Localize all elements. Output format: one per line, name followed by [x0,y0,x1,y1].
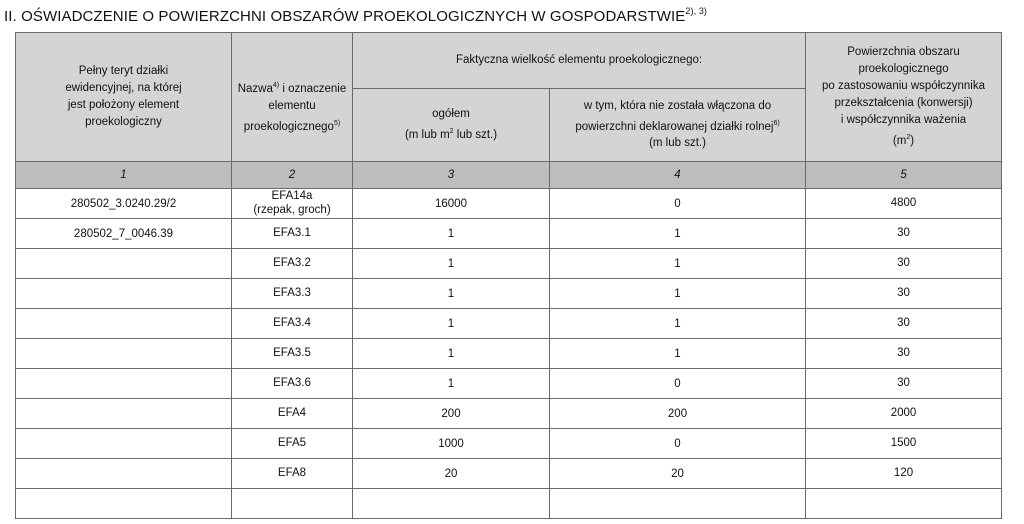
cell-excluded-value: 200 [667,407,688,420]
cell-total[interactable] [353,249,550,279]
header-teryt-line: jest położony element [67,99,180,111]
header-area-line: proekologicznego [858,63,949,76]
section-title-text: II. OŚWIADCZENIE O POWIERZCHNI OBSZARÓW PROEKOLOGICZNYCH W GOSPODARSTWIE [4,8,686,25]
header-teryt-line: proekologiczny [85,116,162,128]
table-row [16,219,1002,249]
table-row [16,309,1002,339]
cell-efa-name[interactable] [232,459,353,489]
cell-excluded[interactable] [550,339,806,369]
cell-teryt[interactable] [16,309,232,339]
cell-teryt[interactable] [16,369,232,399]
efa-name: EFA3.1 [273,226,311,239]
header-excluded-line1: w tym, która nie została włączona do [583,99,772,112]
cell-efa-name[interactable] [232,279,353,309]
cell-efa-name[interactable] [232,399,353,429]
cell-excluded-value: 1 [674,347,681,360]
cell-excluded[interactable] [550,279,806,309]
cell-teryt[interactable] [16,219,232,249]
cell-area-value: 30 [897,286,910,299]
cell-area-value: 30 [897,316,910,329]
cell-area[interactable] [806,399,1002,429]
table-row [16,339,1002,369]
cell-teryt[interactable] [16,489,232,519]
cell-efa-name[interactable] [232,339,353,369]
efa-table [15,32,1002,519]
cell-area[interactable] [806,309,1002,339]
cell-teryt[interactable] [16,249,232,279]
cell-excluded-value: 1 [674,287,681,300]
cell-area[interactable] [806,279,1002,309]
header-total-line1: ogółem [432,108,470,121]
efa-name: EFA3.3 [273,286,311,299]
cell-area[interactable] [806,189,1002,219]
efa-name: EFA14a [271,190,313,202]
cell-total[interactable] [353,279,550,309]
efa-name: EFA3.2 [273,256,311,269]
cell-area[interactable] [806,429,1002,459]
header-group-size: Faktyczna wielkość elementu proekologicznego: [353,33,806,89]
header-excluded-line3: (m lub szt.) [649,137,706,150]
cell-total-value: 1 [447,257,455,270]
column-number: 1 [16,162,232,189]
cell-total[interactable] [353,309,550,339]
efa-name-detail: (rzepak, groch) [253,204,331,216]
cell-total-value: 1 [447,287,455,300]
data-rows [16,189,1002,519]
header-total-line2: (m lub $m^2$ lub szt.) [404,128,498,141]
cell-excluded[interactable] [550,489,806,519]
header-name [232,33,353,162]
header-area [806,33,1002,162]
cell-area-value: 2000 [890,406,917,419]
table-row [16,489,1002,519]
cell-area-value: 30 [897,376,910,389]
header-name-line3: proekologicznego$^{5)}$ [243,119,341,133]
cell-excluded-value: 0 [674,197,681,210]
cell-total[interactable] [353,489,550,519]
header-area-unit: $(m^2)$ [892,134,915,147]
cell-excluded-value: 0 [674,377,681,390]
cell-efa-name[interactable] [232,369,353,399]
cell-excluded-value: 1 [674,227,681,240]
cell-area[interactable] [806,219,1002,249]
cell-efa-name[interactable] [232,249,353,279]
efa-name: EFA3.5 [273,346,311,359]
header-area-line: po zastosowaniu współczynnika [822,80,986,93]
cell-teryt-value: 280502_3.0240.29/2 [70,197,177,210]
section-title-footnotes: 2), 3) [685,6,708,16]
cell-efa-name[interactable] [232,219,353,249]
cell-excluded[interactable] [550,429,806,459]
cell-total-value: 1 [447,347,455,360]
cell-total[interactable] [353,399,550,429]
cell-excluded-value: 0 [674,437,681,450]
table-row [16,399,1002,429]
cell-excluded[interactable] [550,399,806,429]
column-number: 4 [550,162,806,189]
cell-total-value: 1 [447,227,455,240]
cell-area[interactable] [806,369,1002,399]
header-area-line: i współczynnika ważenia [840,114,967,127]
column-number: 2 [232,162,353,189]
header-teryt [16,33,232,162]
table-row [16,429,1002,459]
header-excluded-line2: powierzchni deklarowanej działki rolnej$^{6)}$ [575,119,780,133]
cell-efa-name[interactable] [232,429,353,459]
cell-total[interactable] [353,369,550,399]
section-title [4,7,707,25]
cell-teryt[interactable] [16,399,232,429]
cell-area-value: 4800 [890,196,917,209]
cell-total[interactable] [353,459,550,489]
efa-name: EFA3.4 [273,316,311,329]
header-name-line2: elementu [268,99,316,112]
efa-name: EFA5 [277,436,307,449]
cell-efa-name[interactable] [232,489,353,519]
cell-excluded[interactable] [550,309,806,339]
cell-total[interactable] [353,219,550,249]
cell-teryt-value: 280502_7_0046.39 [73,227,174,240]
efa-name: EFA3.6 [273,376,311,389]
cell-area[interactable] [806,339,1002,369]
table-row [16,459,1002,489]
cell-excluded-value: 1 [674,317,681,330]
cell-teryt[interactable] [16,339,232,369]
cell-total[interactable] [353,429,550,459]
cell-total-value: 16000 [435,197,467,210]
efa-name: EFA4 [277,406,307,419]
cell-teryt[interactable] [16,429,232,459]
cell-teryt[interactable] [16,189,232,219]
cell-total-value: 1 [447,317,455,330]
cell-total-value: 1000 [438,437,464,450]
column-number: 5 [806,162,1002,189]
cell-area[interactable] [806,489,1002,519]
table-row [16,249,1002,279]
header-teryt-line: Pełny teryt działki [78,65,169,77]
table-row [16,369,1002,399]
cell-total-value: 20 [444,467,458,480]
header-teryt-line: ewidencyjnej, na której [65,82,182,94]
cell-efa-name[interactable] [232,309,353,339]
cell-efa-name[interactable] [232,189,353,219]
cell-excluded[interactable] [550,219,806,249]
cell-area-value: 30 [897,346,910,359]
cell-area[interactable] [806,459,1002,489]
table-row [16,279,1002,309]
header-total [353,89,550,162]
cell-total[interactable] [353,339,550,369]
header-excluded [550,89,806,162]
cell-area-value: 30 [897,226,910,239]
cell-area-value: 1500 [890,436,917,449]
cell-area[interactable] [806,249,1002,279]
cell-teryt[interactable] [16,279,232,309]
cell-excluded[interactable] [550,249,806,279]
cell-excluded[interactable] [550,459,806,489]
table-row [16,189,1002,219]
cell-area-value: 30 [897,256,910,269]
cell-area-value: 120 [893,466,914,479]
column-number: 3 [353,162,550,189]
cell-total-value: 1 [447,377,455,390]
header-area-line: Powierzchnia obszaru [847,46,960,59]
cell-excluded-value: 1 [674,257,681,270]
header-name-line1: Nazwa$^{4)}$ i oznaczenie [237,81,347,95]
cell-teryt[interactable] [16,459,232,489]
cell-total-value: 200 [441,407,461,420]
cell-excluded[interactable] [550,189,806,219]
cell-excluded[interactable] [550,369,806,399]
efa-name: EFA8 [277,466,307,479]
header-area-line: przekształcenia (konwersji) [834,97,973,110]
cell-excluded-value: 20 [671,467,684,480]
cell-total[interactable] [353,189,550,219]
